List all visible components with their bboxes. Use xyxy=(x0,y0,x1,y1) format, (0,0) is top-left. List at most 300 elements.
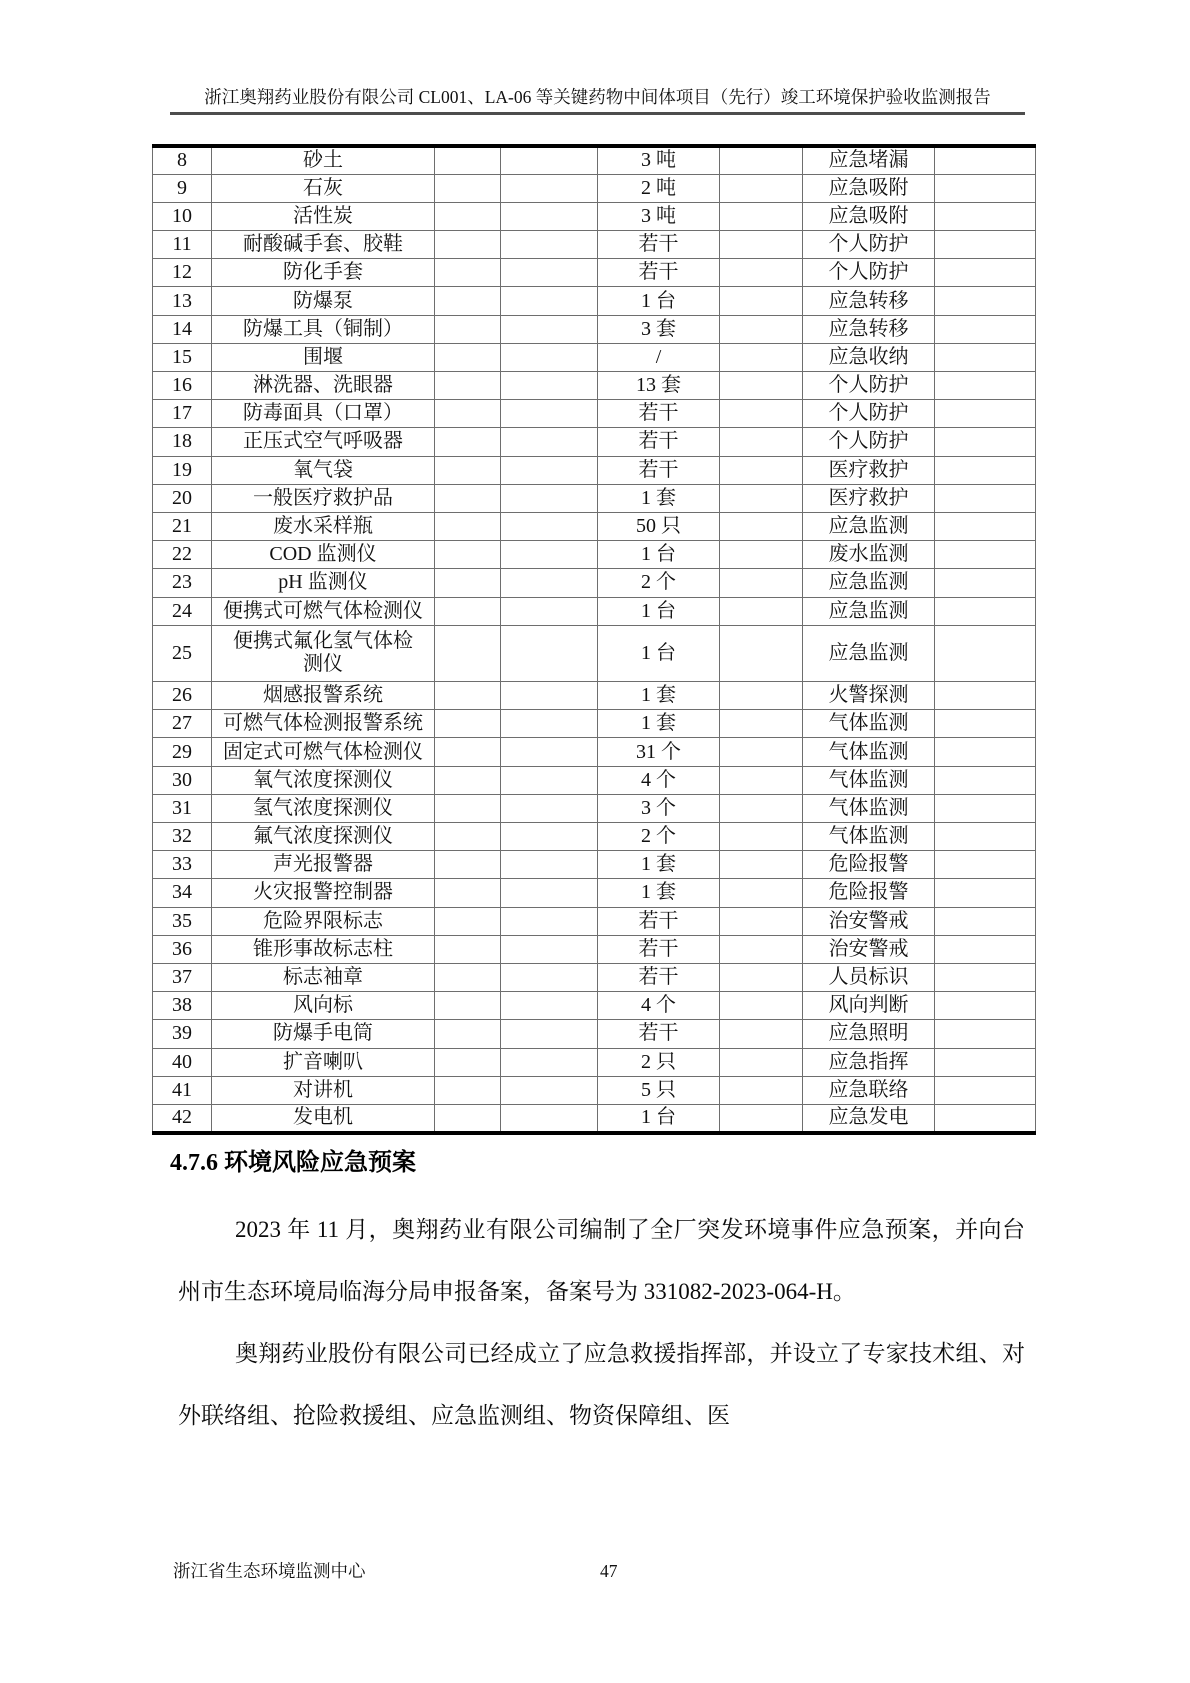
cell-empty xyxy=(435,400,501,428)
cell-empty xyxy=(435,343,501,371)
cell-quantity: 50 只 xyxy=(598,512,720,540)
cell-item-name: 烟感报警系统 xyxy=(212,682,435,710)
table-row xyxy=(153,907,1036,935)
cell-empty xyxy=(720,851,803,879)
cell-empty xyxy=(501,935,598,963)
cell-empty xyxy=(435,879,501,907)
cell-item-name: 氧气袋 xyxy=(212,456,435,484)
cell-item-name: 氧气浓度探测仪 xyxy=(212,766,435,794)
cell-empty xyxy=(435,963,501,991)
cell-empty xyxy=(720,963,803,991)
cell-empty xyxy=(720,231,803,259)
cell-empty xyxy=(435,428,501,456)
cell-quantity: 1 套 xyxy=(598,879,720,907)
emergency-equipment-table xyxy=(152,144,1036,1135)
cell-item-name: 发电机 xyxy=(212,1104,435,1132)
cell-row-number: 33 xyxy=(153,851,212,879)
cell-empty xyxy=(501,710,598,738)
cell-empty xyxy=(435,766,501,794)
cell-item-name: 对讲机 xyxy=(212,1076,435,1104)
cell-purpose: 治安警戒 xyxy=(803,935,935,963)
cell-purpose: 应急监测 xyxy=(803,569,935,597)
table-row xyxy=(153,343,1036,371)
cell-empty xyxy=(501,456,598,484)
cell-item-name: 固定式可燃气体检测仪 xyxy=(212,738,435,766)
cell-row-number: 12 xyxy=(153,259,212,287)
cell-empty xyxy=(935,794,1036,822)
table-row xyxy=(153,682,1036,710)
cell-row-number: 38 xyxy=(153,992,212,1020)
cell-quantity: 3 套 xyxy=(598,315,720,343)
cell-empty xyxy=(720,174,803,202)
cell-empty xyxy=(501,879,598,907)
cell-purpose: 应急联络 xyxy=(803,1076,935,1104)
cell-empty xyxy=(720,625,803,681)
cell-row-number: 40 xyxy=(153,1048,212,1076)
cell-row-number: 39 xyxy=(153,1020,212,1048)
cell-quantity: 5 只 xyxy=(598,1076,720,1104)
cell-empty xyxy=(935,879,1036,907)
cell-empty xyxy=(435,1076,501,1104)
cell-empty xyxy=(435,738,501,766)
cell-purpose: 应急转移 xyxy=(803,287,935,315)
section-heading: 4.7.6 环境风险应急预案 xyxy=(170,1150,416,1176)
cell-empty xyxy=(720,146,803,174)
cell-empty xyxy=(501,823,598,851)
cell-empty xyxy=(935,541,1036,569)
table-row xyxy=(153,259,1036,287)
header-divider xyxy=(170,112,1025,115)
cell-purpose: 应急堵漏 xyxy=(803,146,935,174)
cell-empty xyxy=(720,1104,803,1132)
cell-empty xyxy=(435,682,501,710)
cell-empty xyxy=(720,512,803,540)
cell-item-name: 防爆手电筒 xyxy=(212,1020,435,1048)
cell-empty xyxy=(720,935,803,963)
cell-empty xyxy=(935,851,1036,879)
cell-empty xyxy=(435,907,501,935)
table-row xyxy=(153,456,1036,484)
cell-empty xyxy=(720,1048,803,1076)
cell-item-name: 正压式空气呼吸器 xyxy=(212,428,435,456)
cell-purpose: 个人防护 xyxy=(803,231,935,259)
table-row xyxy=(153,935,1036,963)
cell-row-number: 13 xyxy=(153,287,212,315)
cell-item-name: 标志袖章 xyxy=(212,963,435,991)
cell-empty xyxy=(935,231,1036,259)
cell-quantity: 2 个 xyxy=(598,823,720,851)
cell-row-number: 34 xyxy=(153,879,212,907)
cell-purpose: 火警探测 xyxy=(803,682,935,710)
table-row xyxy=(153,428,1036,456)
cell-empty xyxy=(435,512,501,540)
cell-quantity: 1 套 xyxy=(598,710,720,738)
cell-item-name: COD 监测仪 xyxy=(212,541,435,569)
cell-empty xyxy=(935,146,1036,174)
cell-empty xyxy=(501,174,598,202)
table-row xyxy=(153,1076,1036,1104)
cell-item-name: 防毒面具（口罩） xyxy=(212,400,435,428)
cell-empty xyxy=(720,794,803,822)
cell-item-name: 活性炭 xyxy=(212,202,435,230)
cell-empty xyxy=(720,400,803,428)
cell-empty xyxy=(435,569,501,597)
cell-empty xyxy=(501,1020,598,1048)
cell-quantity: 13 套 xyxy=(598,372,720,400)
cell-empty xyxy=(501,766,598,794)
cell-item-name: 防化手套 xyxy=(212,259,435,287)
table-row xyxy=(153,315,1036,343)
cell-empty xyxy=(720,597,803,625)
cell-purpose: 应急吸附 xyxy=(803,174,935,202)
cell-quantity: 2 只 xyxy=(598,1048,720,1076)
cell-empty xyxy=(501,202,598,230)
cell-empty xyxy=(501,400,598,428)
cell-empty xyxy=(435,823,501,851)
cell-row-number: 31 xyxy=(153,794,212,822)
table-row xyxy=(153,541,1036,569)
cell-purpose: 个人防护 xyxy=(803,259,935,287)
cell-row-number: 23 xyxy=(153,569,212,597)
cell-row-number: 21 xyxy=(153,512,212,540)
cell-empty xyxy=(935,597,1036,625)
footer-organization: 浙江省生态环境监测中心 xyxy=(173,1561,366,1581)
cell-row-number: 14 xyxy=(153,315,212,343)
paragraph-emergency-plan: 2023 年 11 月，奥翔药业有限公司编制了全厂突发环境事件应急预案，并向台州市生态环境局临海分局申报备案，备案号为 331082-2023-064-H。 xyxy=(178,1217,1025,1304)
table-row xyxy=(153,287,1036,315)
cell-empty xyxy=(435,372,501,400)
cell-row-number: 15 xyxy=(153,343,212,371)
cell-purpose: 个人防护 xyxy=(803,400,935,428)
cell-purpose: 气体监测 xyxy=(803,794,935,822)
cell-purpose: 医疗救护 xyxy=(803,456,935,484)
cell-item-name: 声光报警器 xyxy=(212,851,435,879)
cell-empty xyxy=(435,541,501,569)
table-row xyxy=(153,879,1036,907)
cell-empty xyxy=(935,907,1036,935)
table-row xyxy=(153,1104,1036,1132)
cell-empty xyxy=(435,259,501,287)
cell-empty xyxy=(435,146,501,174)
cell-empty xyxy=(501,343,598,371)
cell-quantity: 2 吨 xyxy=(598,174,720,202)
cell-row-number: 18 xyxy=(153,428,212,456)
cell-item-name: 风向标 xyxy=(212,992,435,1020)
cell-item-name: 便携式可燃气体检测仪 xyxy=(212,597,435,625)
cell-empty xyxy=(935,372,1036,400)
cell-empty xyxy=(720,287,803,315)
cell-row-number: 8 xyxy=(153,146,212,174)
cell-row-number: 26 xyxy=(153,682,212,710)
cell-empty xyxy=(935,174,1036,202)
cell-empty xyxy=(935,456,1036,484)
cell-empty xyxy=(720,315,803,343)
cell-empty xyxy=(501,512,598,540)
cell-purpose: 个人防护 xyxy=(803,428,935,456)
cell-purpose: 风向判断 xyxy=(803,992,935,1020)
table-row xyxy=(153,766,1036,794)
cell-quantity: 2 个 xyxy=(598,569,720,597)
cell-quantity: 1 套 xyxy=(598,484,720,512)
table-row xyxy=(153,738,1036,766)
cell-empty xyxy=(935,428,1036,456)
cell-empty xyxy=(720,202,803,230)
cell-empty xyxy=(720,823,803,851)
cell-empty xyxy=(501,907,598,935)
cell-empty xyxy=(435,484,501,512)
cell-row-number: 25 xyxy=(153,625,212,681)
table-row xyxy=(153,597,1036,625)
table-row xyxy=(153,231,1036,259)
cell-empty xyxy=(720,259,803,287)
paragraph-rescue-command: 奥翔药业股份有限公司已经成立了应急救援指挥部，并设立了专家技术组、对外联络组、抢险救援组、应急监测组、物资保障组、医 xyxy=(178,1341,1025,1428)
cell-row-number: 36 xyxy=(153,935,212,963)
cell-row-number: 16 xyxy=(153,372,212,400)
cell-empty xyxy=(720,428,803,456)
cell-purpose: 应急发电 xyxy=(803,1104,935,1132)
cell-empty xyxy=(720,456,803,484)
cell-empty xyxy=(935,625,1036,681)
cell-row-number: 41 xyxy=(153,1076,212,1104)
cell-item-name: 扩音喇叭 xyxy=(212,1048,435,1076)
cell-quantity: 1 套 xyxy=(598,682,720,710)
cell-item-name: 围堰 xyxy=(212,343,435,371)
cell-row-number: 10 xyxy=(153,202,212,230)
cell-empty xyxy=(720,682,803,710)
equipment-table-body xyxy=(153,146,1036,1133)
cell-empty xyxy=(935,1104,1036,1132)
section-body xyxy=(178,1199,1025,1447)
cell-purpose: 应急监测 xyxy=(803,512,935,540)
cell-empty xyxy=(935,682,1036,710)
cell-row-number: 9 xyxy=(153,174,212,202)
cell-empty xyxy=(435,794,501,822)
cell-empty xyxy=(720,569,803,597)
cell-empty xyxy=(935,1048,1036,1076)
page-header-title: 浙江奥翔药业股份有限公司 CL001、LA-06 等关键药物中间体项目（先行）竣工环境保护验收监测报告 xyxy=(204,87,991,107)
cell-empty xyxy=(935,287,1036,315)
cell-row-number: 35 xyxy=(153,907,212,935)
cell-row-number: 32 xyxy=(153,823,212,851)
cell-item-name: 淋洗器、洗眼器 xyxy=(212,372,435,400)
cell-purpose: 废水监测 xyxy=(803,541,935,569)
cell-empty xyxy=(935,512,1036,540)
cell-row-number: 37 xyxy=(153,963,212,991)
cell-purpose: 个人防护 xyxy=(803,372,935,400)
cell-item-name: 便携式氟化氢气体检测仪 xyxy=(212,625,435,681)
cell-quantity: 若干 xyxy=(598,400,720,428)
table-row xyxy=(153,851,1036,879)
cell-row-number: 30 xyxy=(153,766,212,794)
cell-empty xyxy=(935,315,1036,343)
cell-purpose: 应急收纳 xyxy=(803,343,935,371)
table-row xyxy=(153,400,1036,428)
cell-row-number: 27 xyxy=(153,710,212,738)
cell-quantity: 3 吨 xyxy=(598,146,720,174)
cell-empty xyxy=(501,738,598,766)
table-row xyxy=(153,146,1036,174)
cell-purpose: 气体监测 xyxy=(803,738,935,766)
cell-quantity: 31 个 xyxy=(598,738,720,766)
cell-item-name: 氟气浓度探测仪 xyxy=(212,823,435,851)
cell-empty xyxy=(501,851,598,879)
cell-quantity: 3 个 xyxy=(598,794,720,822)
cell-quantity: 4 个 xyxy=(598,766,720,794)
cell-empty xyxy=(501,372,598,400)
cell-empty xyxy=(435,935,501,963)
cell-quantity: 若干 xyxy=(598,259,720,287)
cell-empty xyxy=(435,1104,501,1132)
cell-row-number: 17 xyxy=(153,400,212,428)
cell-quantity: 若干 xyxy=(598,1020,720,1048)
cell-quantity: 3 吨 xyxy=(598,202,720,230)
cell-quantity: / xyxy=(598,343,720,371)
cell-empty xyxy=(435,456,501,484)
cell-empty xyxy=(501,315,598,343)
cell-empty xyxy=(720,710,803,738)
cell-purpose: 应急照明 xyxy=(803,1020,935,1048)
cell-empty xyxy=(935,484,1036,512)
table-row xyxy=(153,625,1036,681)
cell-purpose: 应急监测 xyxy=(803,625,935,681)
table-row xyxy=(153,372,1036,400)
cell-empty xyxy=(935,766,1036,794)
cell-empty xyxy=(501,259,598,287)
cell-empty xyxy=(501,992,598,1020)
cell-purpose: 气体监测 xyxy=(803,823,935,851)
cell-quantity: 若干 xyxy=(598,456,720,484)
cell-empty xyxy=(935,400,1036,428)
cell-item-name: 火灾报警控制器 xyxy=(212,879,435,907)
table-row xyxy=(153,484,1036,512)
cell-empty xyxy=(501,146,598,174)
cell-empty xyxy=(501,1076,598,1104)
table-row xyxy=(153,794,1036,822)
cell-empty xyxy=(935,710,1036,738)
cell-quantity: 1 台 xyxy=(598,287,720,315)
cell-empty xyxy=(501,231,598,259)
cell-quantity: 1 台 xyxy=(598,541,720,569)
cell-quantity: 若干 xyxy=(598,935,720,963)
table-row xyxy=(153,202,1036,230)
cell-item-name: 砂土 xyxy=(212,146,435,174)
cell-empty xyxy=(720,372,803,400)
cell-item-name: pH 监测仪 xyxy=(212,569,435,597)
cell-empty xyxy=(435,710,501,738)
cell-empty xyxy=(935,1020,1036,1048)
cell-empty xyxy=(501,541,598,569)
cell-purpose: 气体监测 xyxy=(803,710,935,738)
cell-item-name: 耐酸碱手套、胶鞋 xyxy=(212,231,435,259)
cell-purpose: 危险报警 xyxy=(803,879,935,907)
cell-item-name: 一般医疗救护品 xyxy=(212,484,435,512)
cell-quantity: 4 个 xyxy=(598,992,720,1020)
cell-empty xyxy=(935,259,1036,287)
cell-empty xyxy=(501,569,598,597)
cell-empty xyxy=(501,1104,598,1132)
cell-item-name: 氢气浓度探测仪 xyxy=(212,794,435,822)
cell-item-name: 石灰 xyxy=(212,174,435,202)
cell-item-name: 防爆工具（铜制） xyxy=(212,315,435,343)
cell-purpose: 治安警戒 xyxy=(803,907,935,935)
cell-empty xyxy=(435,625,501,681)
cell-empty xyxy=(720,879,803,907)
cell-quantity: 1 套 xyxy=(598,851,720,879)
cell-quantity: 1 台 xyxy=(598,1104,720,1132)
cell-item-name: 可燃气体检测报警系统 xyxy=(212,710,435,738)
cell-empty xyxy=(501,287,598,315)
table-row xyxy=(153,569,1036,597)
cell-item-name: 危险界限标志 xyxy=(212,907,435,935)
cell-quantity: 1 台 xyxy=(598,625,720,681)
cell-empty xyxy=(720,1076,803,1104)
cell-empty xyxy=(435,231,501,259)
cell-item-name: 锥形事故标志柱 xyxy=(212,935,435,963)
cell-empty xyxy=(435,597,501,625)
cell-empty xyxy=(720,541,803,569)
table-row xyxy=(153,992,1036,1020)
cell-empty xyxy=(720,738,803,766)
cell-empty xyxy=(935,992,1036,1020)
cell-row-number: 24 xyxy=(153,597,212,625)
cell-empty xyxy=(720,992,803,1020)
cell-empty xyxy=(435,1048,501,1076)
table-row xyxy=(153,823,1036,851)
cell-empty xyxy=(935,738,1036,766)
table-row xyxy=(153,710,1036,738)
table-row xyxy=(153,963,1036,991)
cell-quantity: 1 台 xyxy=(598,597,720,625)
cell-quantity: 若干 xyxy=(598,428,720,456)
cell-row-number: 22 xyxy=(153,541,212,569)
cell-purpose: 人员标识 xyxy=(803,963,935,991)
cell-empty xyxy=(501,484,598,512)
cell-empty xyxy=(935,963,1036,991)
table-row xyxy=(153,1048,1036,1076)
cell-empty xyxy=(435,992,501,1020)
cell-empty xyxy=(435,315,501,343)
cell-empty xyxy=(435,1020,501,1048)
cell-purpose: 应急指挥 xyxy=(803,1048,935,1076)
cell-empty xyxy=(720,766,803,794)
cell-row-number: 29 xyxy=(153,738,212,766)
cell-row-number: 20 xyxy=(153,484,212,512)
cell-empty xyxy=(935,569,1036,597)
table-row xyxy=(153,1020,1036,1048)
cell-empty xyxy=(501,963,598,991)
cell-empty xyxy=(435,287,501,315)
cell-row-number: 19 xyxy=(153,456,212,484)
cell-purpose: 危险报警 xyxy=(803,851,935,879)
cell-empty xyxy=(501,794,598,822)
cell-empty xyxy=(501,597,598,625)
cell-empty xyxy=(935,202,1036,230)
cell-empty xyxy=(435,851,501,879)
cell-item-name: 防爆泵 xyxy=(212,287,435,315)
cell-purpose: 气体监测 xyxy=(803,766,935,794)
cell-empty xyxy=(935,1076,1036,1104)
cell-empty xyxy=(435,174,501,202)
table-row xyxy=(153,174,1036,202)
cell-purpose: 应急转移 xyxy=(803,315,935,343)
cell-empty xyxy=(501,625,598,681)
cell-empty xyxy=(935,823,1036,851)
cell-purpose: 应急监测 xyxy=(803,597,935,625)
cell-empty xyxy=(935,343,1036,371)
cell-purpose: 应急吸附 xyxy=(803,202,935,230)
footer-page-number: 47 xyxy=(600,1561,618,1581)
cell-empty xyxy=(501,1048,598,1076)
